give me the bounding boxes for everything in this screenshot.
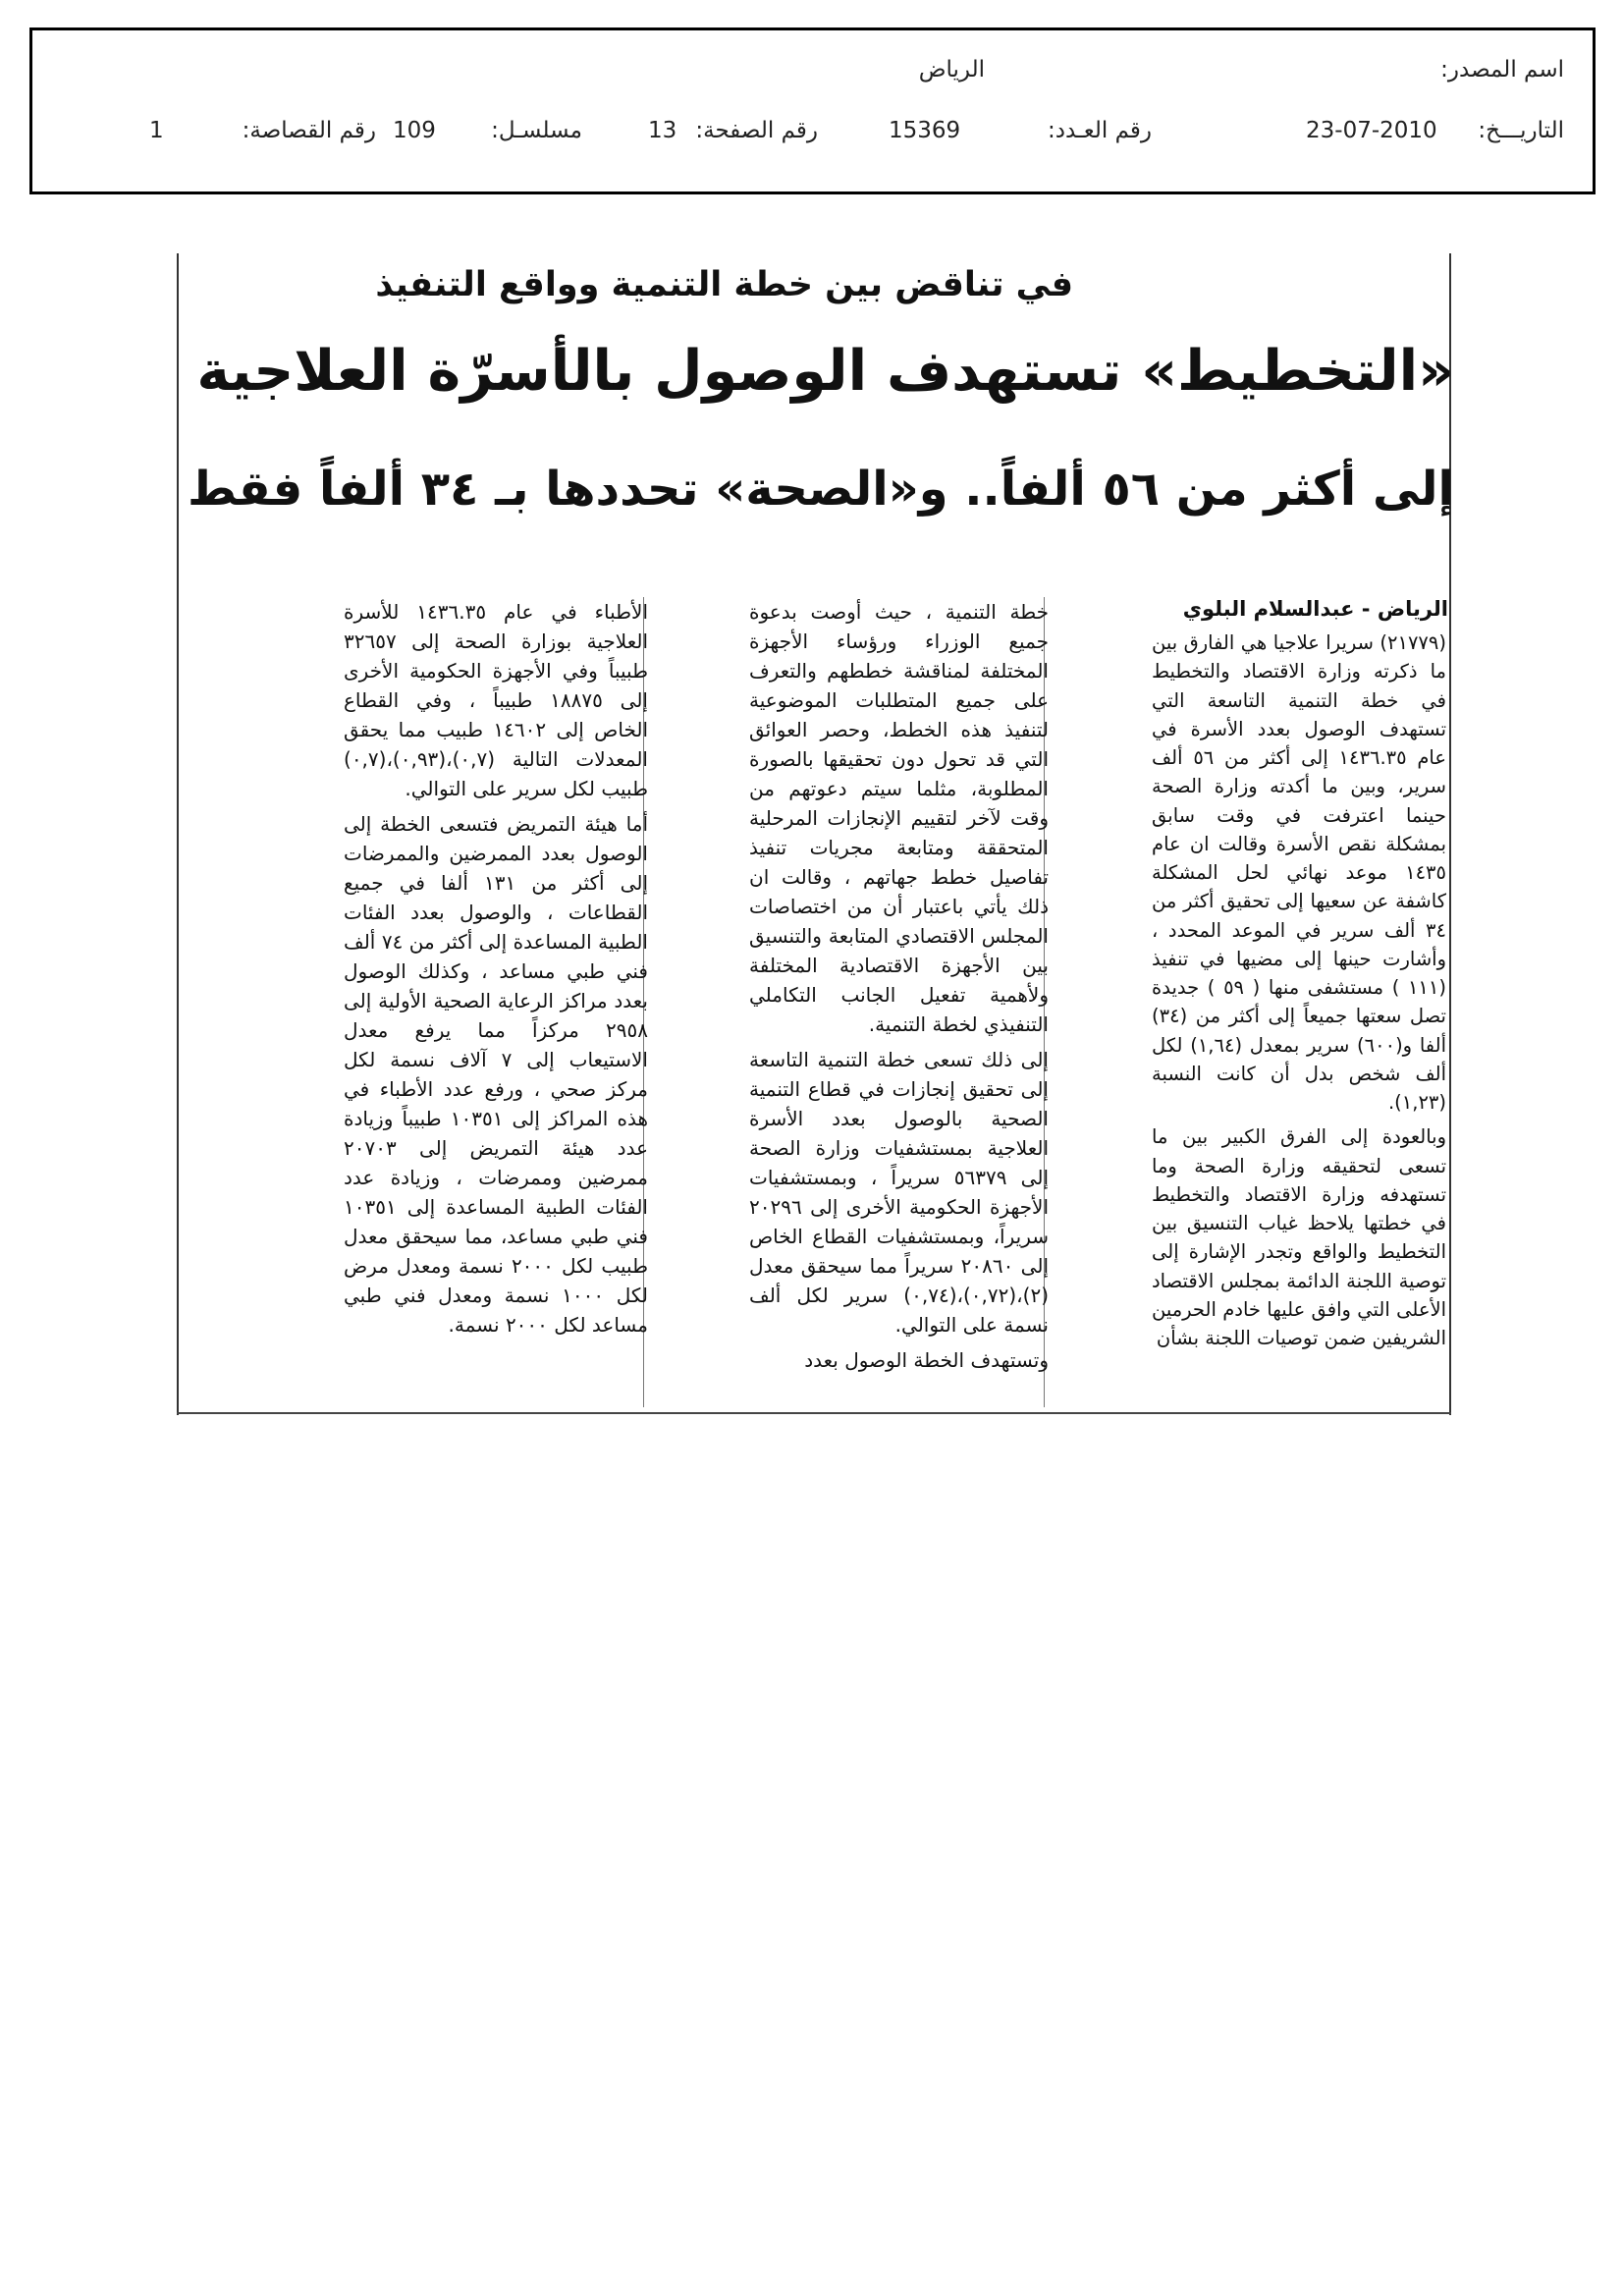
clip-number-label: رقم القصاصة:: [242, 118, 376, 143]
paragraph: خطة التنمية ، حيث أوصت بدعوة جميع الوزراء ورؤساء الأجهزة المختلفة لمناقشة خططهم والتعرف على جميع المتطلبات الموضوعية لتنفيذ هذه الخطط، وحصر العوائق التي قد تحول دون تحقيقها بالصورة المطلوبة، مثلما سيتم دعوتهم من وقت لآخر لتقييم الإنجازات المرحلية المتحققة ومتابعة مجريات تنفيذ تفاصيل خطط جهاتهم ، وقالت ان ذلك يأتي باعتبار أن من اختصاصات المجلس الاقتصادي المتابعة والتنسيق بين الأجهزة الاقتصادية المختلفة ولأهمية تفعيل الجانب التكاملي التنفيذي لخطة التنمية.: [749, 600, 1049, 1036]
article-column-1: [1152, 629, 1446, 1358]
serial-label: مسلسـل:: [491, 118, 582, 143]
article-headline-line1: «التخطيط» تستهدف الوصول بالأسرّة العلاجية: [196, 339, 1454, 404]
paragraph: إلى ذلك تسعى خطة التنمية التاسعة إلى تحقيق إنجازات في قطاع التنمية الصحية بالوصول بعدد الأسرة العلاجية بمستشفيات وزارة الصحة إلى ٥٦٣٧٩ سريراً ، وبمستشفيات الأجهزة الحكومية الأخرى إلى ٢٠٢٩٦ سريراً، وبمستشفيات القطاع الخاص إلى ٢٠٨٦٠ سريراً مما سيحقق معدل (٢)،(٠,٧٢)،(٠,٧٤) سرير لكل ألف نسمة على التوالي.: [749, 1048, 1049, 1337]
issue-label: رقم العـدد:: [1047, 118, 1152, 143]
clipping-header-box: [29, 27, 1596, 194]
article-headline-line2: إلى أكثر من ٥٦ ألفاً.. و«الصحة» تحددها بـ ٣٤ ألفاً فقط: [187, 462, 1454, 517]
source-label: اسم المصدر:: [1440, 57, 1564, 82]
article-column-3: [344, 597, 648, 1345]
source-value: الرياض: [918, 57, 985, 82]
article-byline: الرياض - عبدالسلام البلوي: [1182, 597, 1448, 621]
clipping-bottom-rule: [177, 1412, 1451, 1414]
article-column-2: [749, 597, 1049, 1381]
paragraph: وتستهدف الخطة الوصول بعدد: [804, 1348, 1049, 1372]
clip-number-value: 1: [149, 118, 164, 143]
article-kicker: في تناقض بين خطة التنمية وواقع التنفيذ: [375, 265, 1073, 304]
serial-value: 109: [393, 118, 436, 143]
paragraph: أما هيئة التمريض فتسعى الخطة إلى الوصول بعدد الممرضين والممرضات إلى أكثر من ١٣١ ألفا في جميع القطاعات ، والوصول بعدد الفئات الطبية المساعدة إلى أكثر من ٧٤ ألف فني طبي مساعد ، وكذلك الوصول بعدد مراكز الرعاية الصحية الأولية إلى ٢٩٥٨ مركزاً مما يرفع معدل الاستيعاب إلى ٧ آلاف نسمة لكل مركز صحي ، ورفع عدد الأطباء في هذه المراكز إلى ١٠٣٥١ طبيباً وزيادة عدد هيئة التمريض إلى ٢٠٧٠٣ ممرضين وممرضات ، وزيادة عدد الفئات الطبية المساعدة إلى ١٠٣٥١ فني طبي مساعد، مما سيحقق معدل طبيب لكل ٢٠٠٠ نسمة ومعدل مرض لكل ١٠٠٠ نسمة ومعدل فني طبي مساعد لكل ٢٠٠٠ نسمة.: [344, 812, 648, 1337]
clipping-right-rule: [1449, 253, 1451, 1415]
date-label: التاريـــخ:: [1478, 118, 1564, 143]
issue-value: 15369: [889, 118, 961, 143]
paragraph: وبالعودة إلى الفرق الكبير بين ما تسعى لتحقيقه وزارة الصحة وما تستهدفه وزارة الاقتصاد والتخطيط في خطتها يلاحظ غياب التنسيق بين التخطيط والواقع وتجدر الإشارة إلى توصية اللجنة الدائمة بمجلس الاقتصاد الأعلى التي وافق عليها خادم الحرمين الشريفين ضمن توصيات اللجنة بشأن: [1152, 1125, 1446, 1349]
clipping-left-rule: [177, 253, 179, 1415]
page-value: 13: [648, 118, 677, 143]
page-label: رقم الصفحة:: [695, 118, 818, 143]
paragraph: الأطباء في عام ١٤٣٦.٣٥ للأسرة العلاجية بوزارة الصحة إلى ٣٢٦٥٧ طبيباً وفي الأجهزة الحكومية الأخرى إلى ١٨٨٧٥ طبيباً ، وفي القطاع الخاص إلى ١٤٦٠٢ طبيب مما يحقق المعدلات التالية (٠,٧)،(٠,٩٣)،(٠,٧) طبيب لكل سرير على التوالي.: [344, 600, 649, 800]
paragraph: (٢١٧٧٩) سريرا علاجيا هي الفارق بين ما ذكرته وزارة الاقتصاد والتخطيط في خطة التنمية التاسعة التي تستهدف الوصول بعدد الأسرة في عام ١٤٣٦.٣٥ إلى أكثر من ٥٦ ألف سرير، وبين ما أكدته وزارة الصحة حينما اعترفت في وقت سابق بمشكلة نقص الأسرة وقالت ان عام ١٤٣٥ موعد نهائي لحل المشكلة كاشفة عن سعيها إلى تحقيق أكثر من ٣٤ ألف سرير في الموعد المحدد ، وأشارت حينها إلى مضيها في تنفيذ (١١١ ) مستشفى منها ( ٥٩ ) جديدة تصل سعتها جميعاً إلى أكثر من (٣٤) ألفا و(٦٠٠) سرير بمعدل (١,٦٤) لكل ألف شخص بدل أن كانت النسبة (١,٢٣).: [1152, 631, 1446, 1114]
date-value: 23-07-2010: [1306, 118, 1437, 143]
